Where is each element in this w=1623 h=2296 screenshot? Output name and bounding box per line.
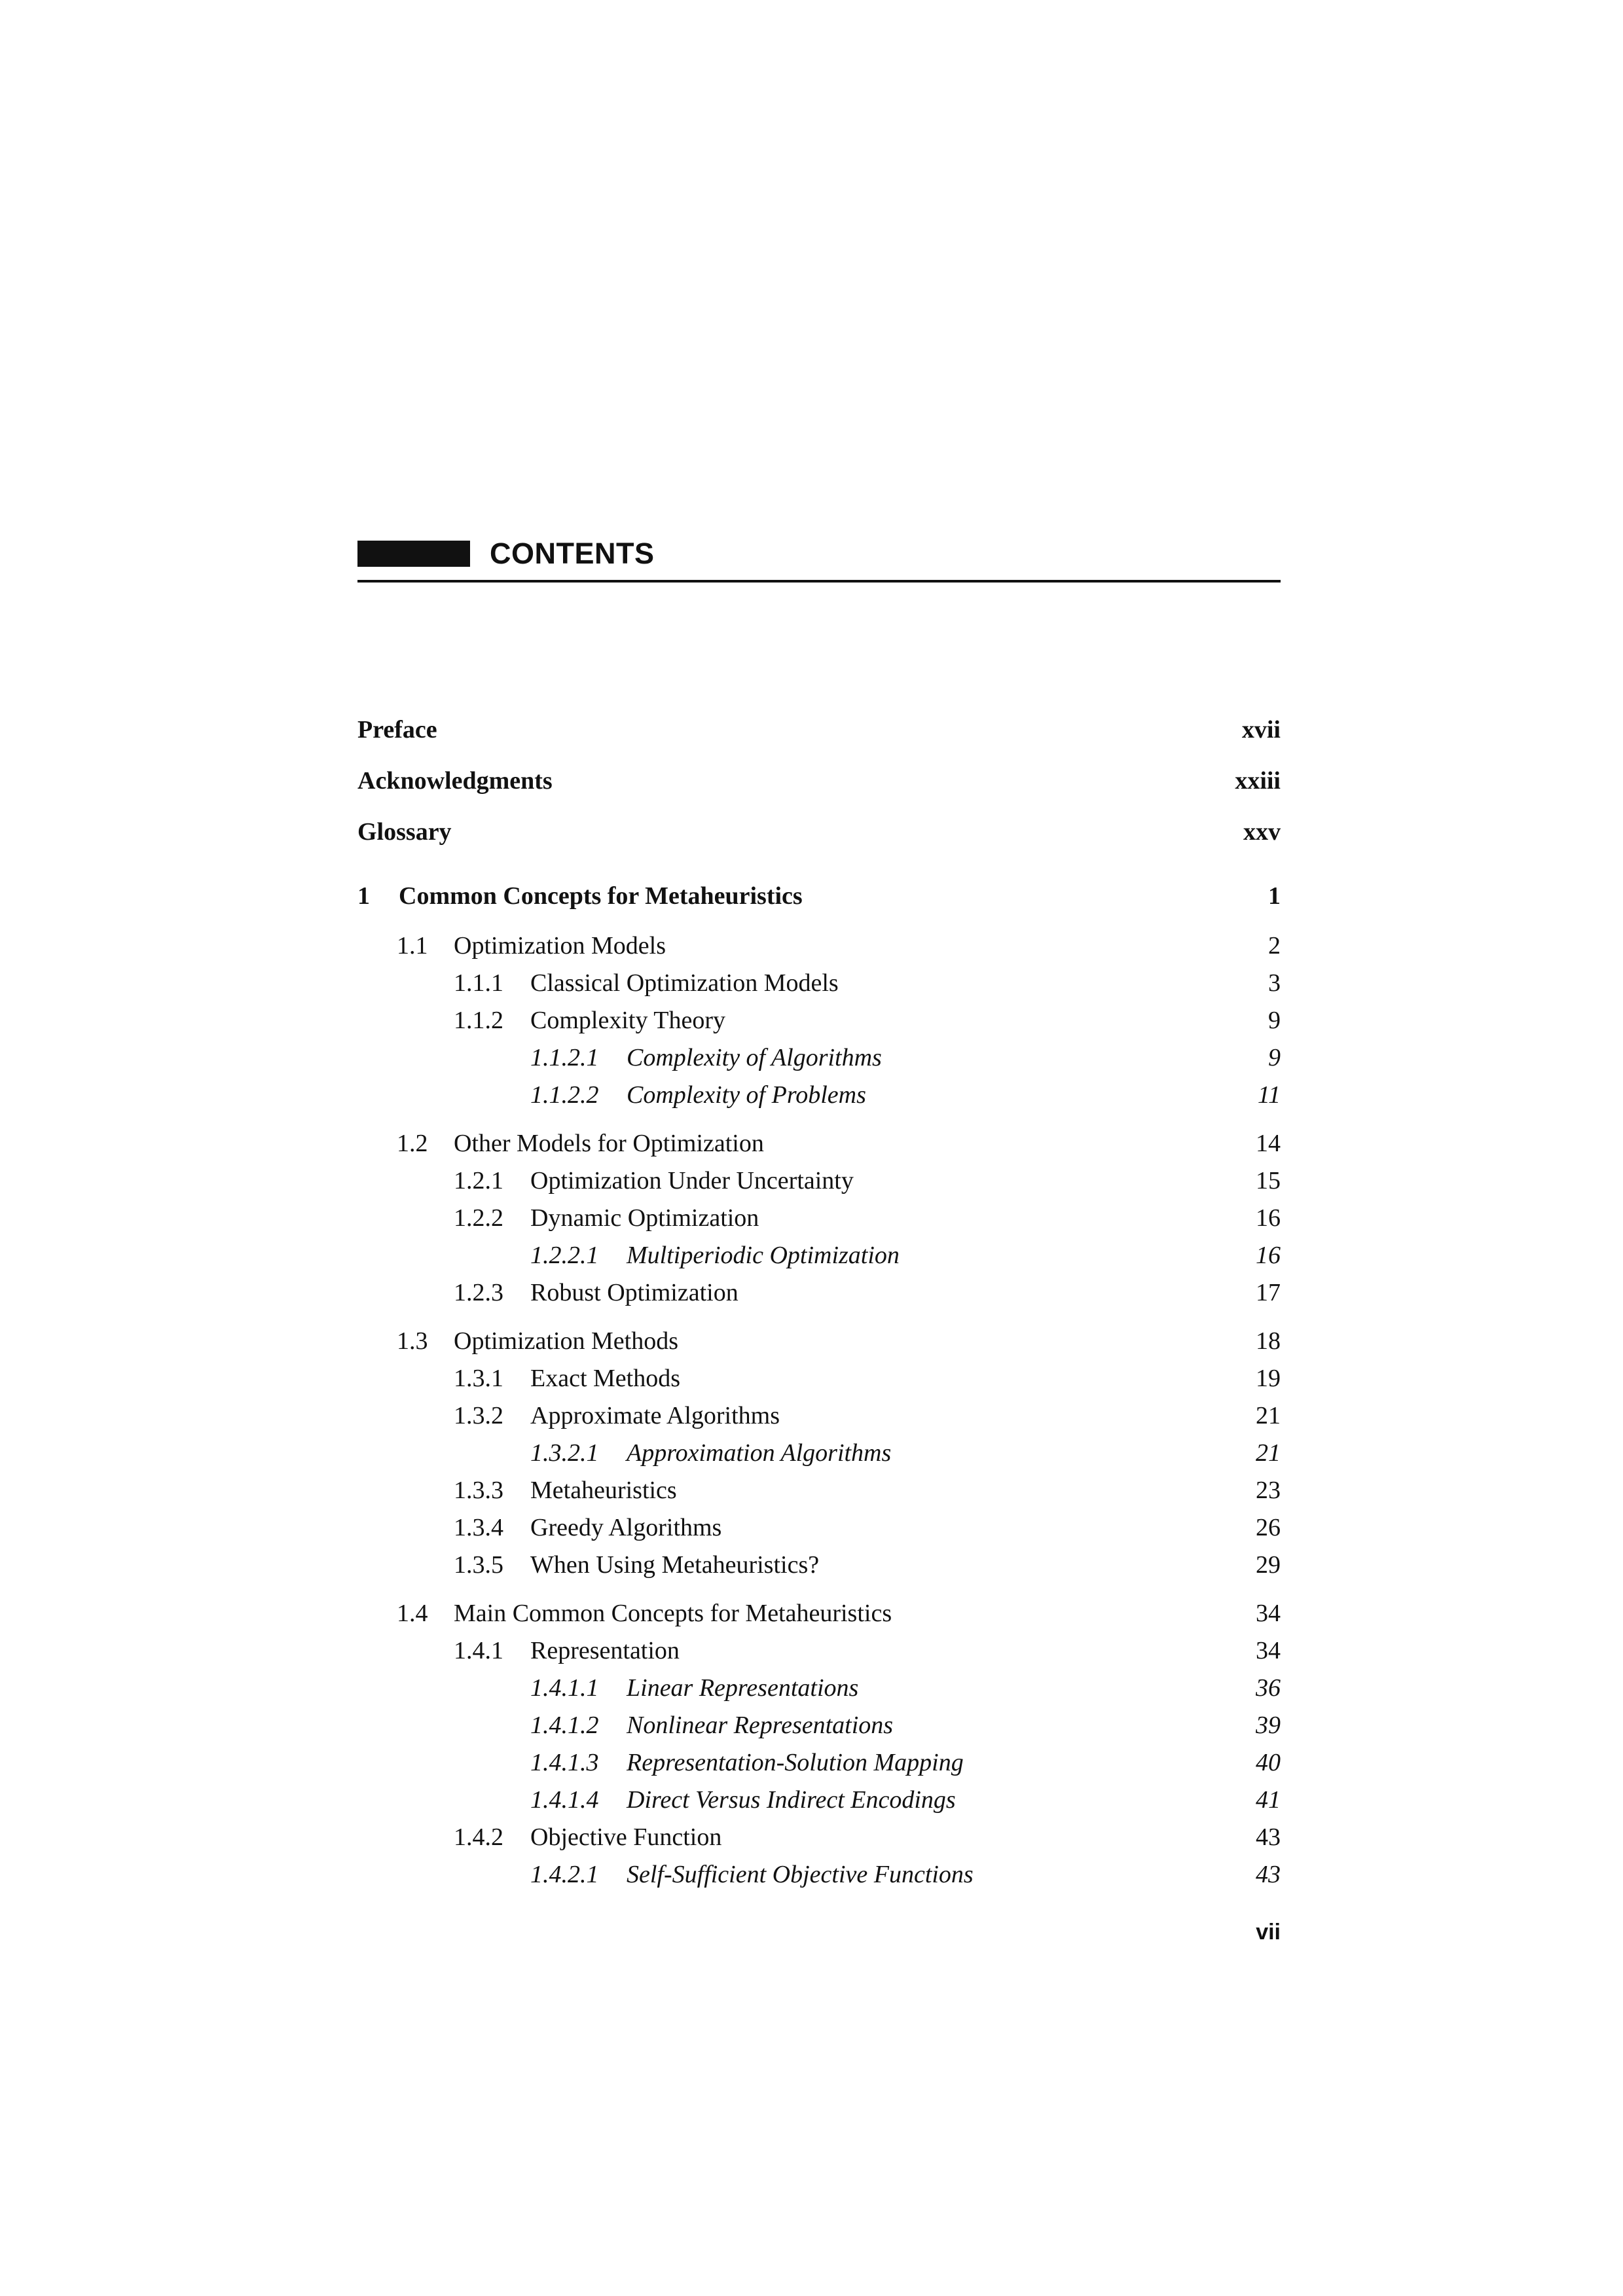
toc-entry-title: Representation-Solution Mapping xyxy=(627,1749,964,1776)
toc-entry-page: 3 xyxy=(1268,969,1281,997)
toc-entry-subsection[interactable] xyxy=(357,1471,1281,1509)
toc-entry-title: Optimization Methods xyxy=(454,1327,679,1355)
toc-entry-title: Metaheuristics xyxy=(530,1477,677,1504)
toc-entry-page: 9 xyxy=(1268,1007,1281,1034)
toc-entry-number: 1.4.1 xyxy=(454,1637,503,1664)
toc-entry-title: Representation xyxy=(530,1637,680,1664)
toc-entry-title: Robust Optimization xyxy=(530,1279,739,1306)
toc-entry-page: 15 xyxy=(1256,1167,1281,1194)
toc-entry-subsection[interactable] xyxy=(357,1162,1281,1200)
toc-entry-number: 1.4.1.3 xyxy=(530,1749,599,1776)
toc-entry-number: 1.3 xyxy=(397,1327,428,1355)
toc-entry-number: 1.1.1 xyxy=(454,969,503,997)
toc-entry-section[interactable] xyxy=(357,927,1281,965)
toc-entry-title: Multiperiodic Optimization xyxy=(627,1242,900,1269)
toc-entry-subsection[interactable] xyxy=(357,1818,1281,1856)
toc-entry-number: 1.4.1.4 xyxy=(530,1786,599,1814)
toc-entry-subsubsection[interactable] xyxy=(357,1744,1281,1782)
toc-entry-number: 1.1 xyxy=(397,932,428,960)
toc-entry-title: Approximation Algorithms xyxy=(627,1439,892,1467)
toc-entry-number: 1.1.2 xyxy=(454,1007,503,1034)
toc-entry-page: 19 xyxy=(1256,1365,1281,1392)
toc-entry-page: 39 xyxy=(1256,1712,1281,1739)
toc-entry-page: 43 xyxy=(1256,1823,1281,1851)
toc-entry-glossary[interactable] xyxy=(357,813,1281,851)
toc-entry-page: 2 xyxy=(1268,932,1281,960)
toc-entry-subsection[interactable] xyxy=(357,1397,1281,1435)
toc-entry-number: 1.3.5 xyxy=(454,1551,503,1579)
toc-entry-page: 17 xyxy=(1256,1279,1281,1306)
toc-entry-title: Nonlinear Representations xyxy=(627,1712,894,1739)
toc-entry-title: Objective Function xyxy=(530,1823,722,1851)
toc-entry-page: 36 xyxy=(1256,1674,1281,1702)
toc-entry-section[interactable] xyxy=(357,1322,1281,1360)
toc-entry-page: xxiii xyxy=(1235,767,1281,795)
toc-entry-title: Acknowledgments xyxy=(357,767,553,795)
toc-entry-title: Common Concepts for Metaheuristics xyxy=(399,882,803,910)
toc-entry-subsection[interactable] xyxy=(357,1199,1281,1237)
toc-entry-page: 26 xyxy=(1256,1514,1281,1541)
toc-entry-title: Complexity of Algorithms xyxy=(627,1044,882,1071)
toc-entry-number: 1.4.2.1 xyxy=(530,1861,599,1888)
toc-entry-page: xxv xyxy=(1243,818,1281,846)
toc-entry-title: Classical Optimization Models xyxy=(530,969,839,997)
toc-entry-page: 16 xyxy=(1256,1204,1281,1232)
toc-entry-number: 1.3.1 xyxy=(454,1365,503,1392)
toc-entry-number: 1.4.1.1 xyxy=(530,1674,599,1702)
toc-entry-number: 1.4 xyxy=(397,1600,428,1627)
toc-entry-page: 29 xyxy=(1256,1551,1281,1579)
toc-entry-page: xvii xyxy=(1241,716,1281,744)
toc-entry-number: 1.2.2 xyxy=(454,1204,503,1232)
header-bar xyxy=(357,541,470,567)
page-number: vii xyxy=(1256,1920,1281,1945)
toc-entry-page: 21 xyxy=(1256,1402,1281,1429)
toc-entry-title: Linear Representations xyxy=(627,1674,859,1702)
toc-entry-page: 11 xyxy=(1257,1081,1281,1109)
toc-entry-title: Preface xyxy=(357,716,437,744)
toc-entry-subsubsection[interactable] xyxy=(357,1434,1281,1472)
toc-entry-subsection[interactable] xyxy=(357,1632,1281,1670)
toc-entry-number: 1 xyxy=(357,882,370,910)
toc-entry-title: Greedy Algorithms xyxy=(530,1514,722,1541)
toc-entry-subsubsection[interactable] xyxy=(357,1781,1281,1819)
toc-entry-subsubsection[interactable] xyxy=(357,1669,1281,1707)
toc-entry-page: 14 xyxy=(1256,1130,1281,1157)
toc-entry-title: Exact Methods xyxy=(530,1365,681,1392)
page-title: CONTENTS xyxy=(490,537,655,570)
toc-entry-preface[interactable] xyxy=(357,711,1281,749)
toc-entry-page: 16 xyxy=(1256,1242,1281,1269)
toc-entry-subsection[interactable] xyxy=(357,1546,1281,1584)
toc-entry-subsubsection[interactable] xyxy=(357,1706,1281,1744)
toc-entry-number: 1.3.2.1 xyxy=(530,1439,599,1467)
toc-entry-number: 1.1.2.1 xyxy=(530,1044,599,1071)
toc-entry-number: 1.4.1.2 xyxy=(530,1712,599,1739)
toc-entry-number: 1.2.1 xyxy=(454,1167,503,1194)
toc-entry-number: 1.1.2.2 xyxy=(530,1081,599,1109)
toc-entry-number: 1.2 xyxy=(397,1130,428,1157)
toc-entry-title: Complexity Theory xyxy=(530,1007,725,1034)
toc-entry-title: Approximate Algorithms xyxy=(530,1402,780,1429)
toc-entry-title: Self-Sufficient Objective Functions xyxy=(627,1861,974,1888)
toc-entry-subsubsection[interactable] xyxy=(357,1856,1281,1893)
toc-entry-number: 1.2.2.1 xyxy=(530,1242,599,1269)
toc-entry-title: Glossary xyxy=(357,818,452,846)
toc-entry-page: 40 xyxy=(1256,1749,1281,1776)
toc-entry-subsubsection[interactable] xyxy=(357,1076,1281,1114)
header-rule xyxy=(357,580,1281,583)
toc-entry-page: 21 xyxy=(1256,1439,1281,1467)
toc-entry-acknowledgments[interactable] xyxy=(357,762,1281,800)
toc-entry-page: 1 xyxy=(1268,882,1281,910)
toc-entry-section[interactable] xyxy=(357,1594,1281,1632)
toc-entry-title: Other Models for Optimization xyxy=(454,1130,764,1157)
toc-entry-page: 18 xyxy=(1256,1327,1281,1355)
toc-entry-title: Optimization Under Uncertainty xyxy=(530,1167,854,1194)
toc-entry-title: Main Common Concepts for Metaheuristics xyxy=(454,1600,892,1627)
toc-entry-subsubsection[interactable] xyxy=(357,1039,1281,1077)
toc-entry-page: 9 xyxy=(1268,1044,1281,1071)
toc-entry-subsection[interactable] xyxy=(357,1274,1281,1312)
toc-entry-title: Dynamic Optimization xyxy=(530,1204,759,1232)
toc-entry-title: Complexity of Problems xyxy=(627,1081,866,1109)
toc-entry-page: 23 xyxy=(1256,1477,1281,1504)
toc-entry-page: 43 xyxy=(1256,1861,1281,1888)
toc-entry-subsection[interactable] xyxy=(357,964,1281,1002)
toc-entry-page: 34 xyxy=(1256,1637,1281,1664)
toc-entry-number: 1.3.4 xyxy=(454,1514,503,1541)
toc-entry-number: 1.3.2 xyxy=(454,1402,503,1429)
toc-entry-title: Optimization Models xyxy=(454,932,666,960)
toc-entry-number: 1.3.3 xyxy=(454,1477,503,1504)
toc-entry-page: 41 xyxy=(1256,1786,1281,1814)
toc-entry-title: Direct Versus Indirect Encodings xyxy=(627,1786,956,1814)
toc-entry-subsection[interactable] xyxy=(357,1359,1281,1397)
toc-entry-number: 1.4.2 xyxy=(454,1823,503,1851)
toc-entry-section[interactable] xyxy=(357,1124,1281,1162)
toc-entry-title: When Using Metaheuristics? xyxy=(530,1551,820,1579)
toc-entry-chapter[interactable] xyxy=(357,877,1281,915)
toc-entry-subsection[interactable] xyxy=(357,1509,1281,1547)
toc-entry-page: 34 xyxy=(1256,1600,1281,1627)
toc-entry-subsubsection[interactable] xyxy=(357,1236,1281,1274)
toc-entry-subsection[interactable] xyxy=(357,1001,1281,1039)
toc-entry-number: 1.2.3 xyxy=(454,1279,503,1306)
